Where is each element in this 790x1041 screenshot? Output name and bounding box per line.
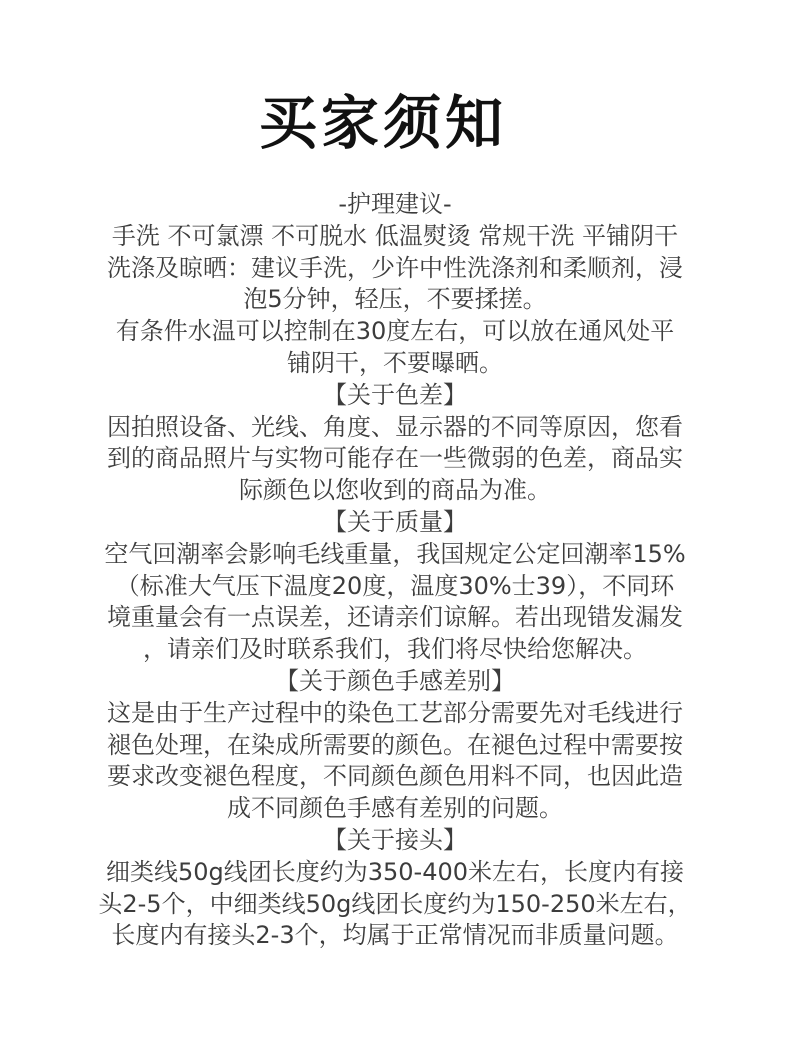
- color-difference-text-line: 到的商品照片与实物可能存在一些微弱的色差，商品实: [107, 444, 683, 473]
- joints-text-line: 长度内有接头2-3个，均属于正常情况而非质量问题。: [111, 921, 679, 950]
- care-text-line: 洗涤及晾晒：建议手洗，少许中性洗涤剂和柔顺剂，浸: [107, 253, 683, 282]
- care-text-line: 有条件水温可以控制在30度左右，可以放在通风处平: [115, 317, 675, 346]
- notice-content: [0, 189, 790, 952]
- care-text-line: 手洗 不可氯漂 不可脱水 低温熨烫 常规干洗 平铺阴干: [111, 221, 679, 250]
- hand-feel-text-line: 这是由于生产过程中的染色工艺部分需要先对毛线进行: [107, 698, 683, 727]
- quality-text-line: 空气回潮率会影响毛线重量，我国规定公定回潮率15%: [104, 539, 686, 568]
- joints-text-line: 头2-5个，中细类线50g线团长度约为150-250米左右，: [98, 889, 692, 918]
- section-heading-joints: 【关于接头】: [323, 825, 467, 854]
- hand-feel-text-line: 要求改变褪色程度，不同颜色颜色用料不同，也因此造: [107, 762, 683, 791]
- section-heading-color-difference: 【关于色差】: [323, 380, 467, 409]
- section-heading-quality: 【关于质量】: [323, 507, 467, 536]
- quality-text-line: 境重量会有一点误差，还请亲们谅解。若出现错发漏发: [107, 603, 683, 632]
- hand-feel-text-line: 褪色处理，在染成所需要的颜色。在褪色过程中需要按: [107, 730, 683, 759]
- section-heading-care: -护理建议-: [338, 190, 452, 218]
- care-text-line: 铺阴干，不要曝晒。: [287, 348, 503, 377]
- section-heading-hand-feel: 【关于颜色手感差别】: [275, 666, 515, 695]
- color-difference-text-line: 际颜色以您收到的商品为准。: [239, 476, 551, 505]
- quality-text-line: （标准大气压下温度20度，温度30%士39），不同环: [115, 571, 675, 600]
- color-difference-text-line: 因拍照设备、光线、角度、显示器的不同等原因，您看: [107, 412, 683, 441]
- quality-text-line: ，请亲们及时联系我们，我们将尽快给您解决。: [143, 635, 647, 664]
- care-text-line: 泡5分钟，轻压，不要揉搓。: [243, 285, 547, 314]
- joints-text-line: 细类线50g线团长度约为350-400米左右，长度内有接: [105, 857, 685, 886]
- hand-feel-text-line: 成不同颜色手感有差别的问题。: [227, 794, 563, 823]
- page-title: 买家须知: [258, 89, 507, 157]
